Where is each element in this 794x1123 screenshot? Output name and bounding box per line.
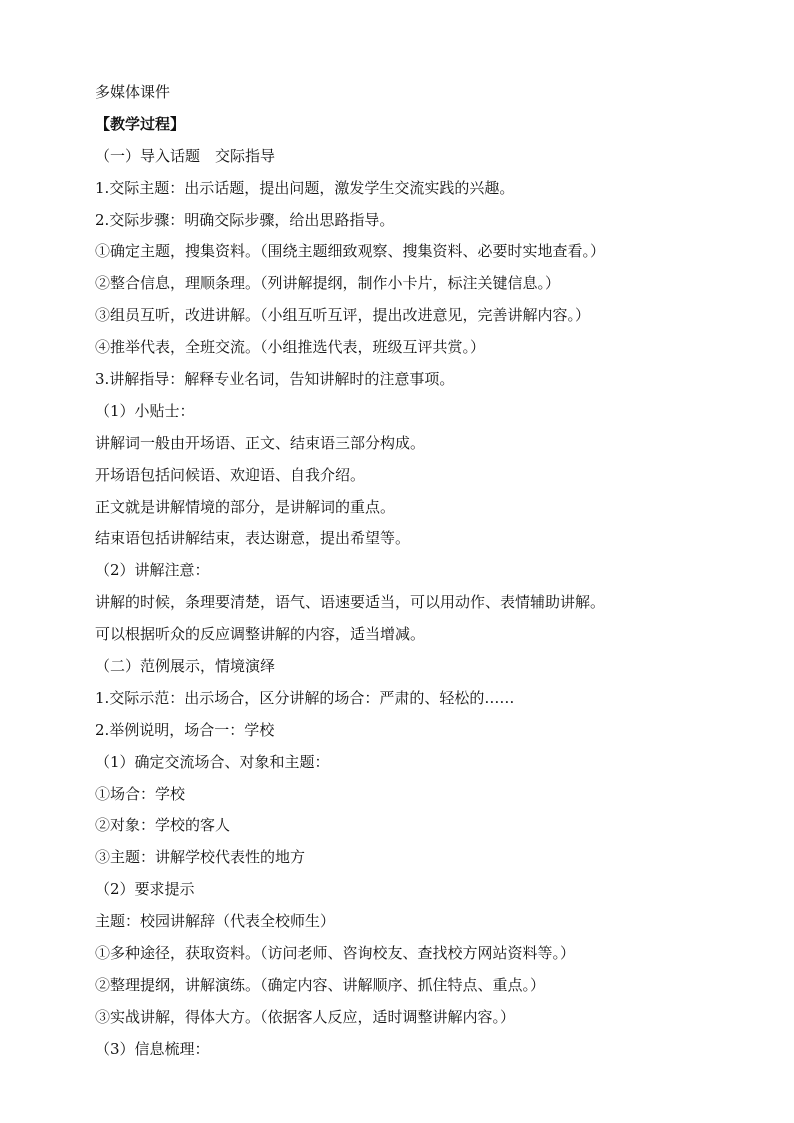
paragraph: 3.讲解指导：解释专业名词，告知讲解时的注意事项。 [95,370,455,389]
subheading-info: （3）信息梳理： [95,1039,210,1058]
list-item: ③组员互听，改进讲解。（小组互听互评，提出改进意见，完善讲解内容。） [95,306,591,325]
list-item: ①多种途径，获取资料。（访问老师、咨询校友、查找校方网站资料等。） [95,944,576,963]
paragraph: 主题：校园讲解辞（代表全校师生） [95,912,336,931]
paragraph: 讲解的时候，条理要清楚，语气、语速要适当，可以用动作、表情辅助讲解。 [95,593,606,612]
list-item: ③主题：讲解学校代表性的地方 [95,848,306,867]
subheading-tips: （1）小贴士： [95,401,195,420]
section-heading-teaching-process: 【教学过程】 [95,114,186,133]
subheading-requirements: （2）要求提示 [95,880,195,899]
list-item: ①场合：学校 [95,784,186,803]
subsection-heading-1: （一）导入话题 交际指导 [95,146,276,165]
paragraph: 1.交际示范：出示场合，区分讲解的场合：严肃的、轻松的…… [95,688,515,707]
line-materials: 多媒体课件 [95,83,171,101]
list-item: ②整合信息，理顺条理。（列讲解提纲，制作小卡片，标注关键信息。） [95,274,561,293]
paragraph: 2.举例说明，场合一：学校 [95,720,275,739]
subheading-notes: （2）讲解注意： [95,561,210,580]
paragraph: 2.交际步骤：明确交际步骤，给出思路指导。 [95,210,395,229]
list-item: ①确定主题，搜集资料。（围绕主题细致观察、搜集资料、必要时实地查看。） [95,242,606,261]
paragraph: 正文就是讲解情境的部分，是讲解词的重点。 [95,497,396,516]
paragraph: 结束语包括讲解结束，表达谢意，提出希望等。 [95,529,411,548]
paragraph: 1.交际主题：出示话题，提出问题，激发学生交流实践的兴趣。 [95,178,515,197]
list-item: ④推举代表，全班交流。（小组推选代表，班级互评共赏。） [95,338,486,357]
subheading-context: （1）确定交流场合、对象和主题： [95,752,330,771]
paragraph: 讲解词一般由开场语、正文、结束语三部分构成。 [95,433,426,452]
subsection-heading-2: （二）范例展示，情境演绎 [95,657,276,676]
list-item: ②对象：学校的客人 [95,816,231,835]
list-item: ②整理提纲，讲解演练。（确定内容、讲解顺序、抓住特点、重点。） [95,975,546,994]
paragraph: 开场语包括问候语、欢迎语、自我介绍。 [95,465,366,484]
paragraph: 可以根据听众的反应调整讲解的内容，适当增减。 [95,625,426,644]
list-item: ③实战讲解，得体大方。（依据客人反应，适时调整讲解内容。） [95,1007,516,1026]
